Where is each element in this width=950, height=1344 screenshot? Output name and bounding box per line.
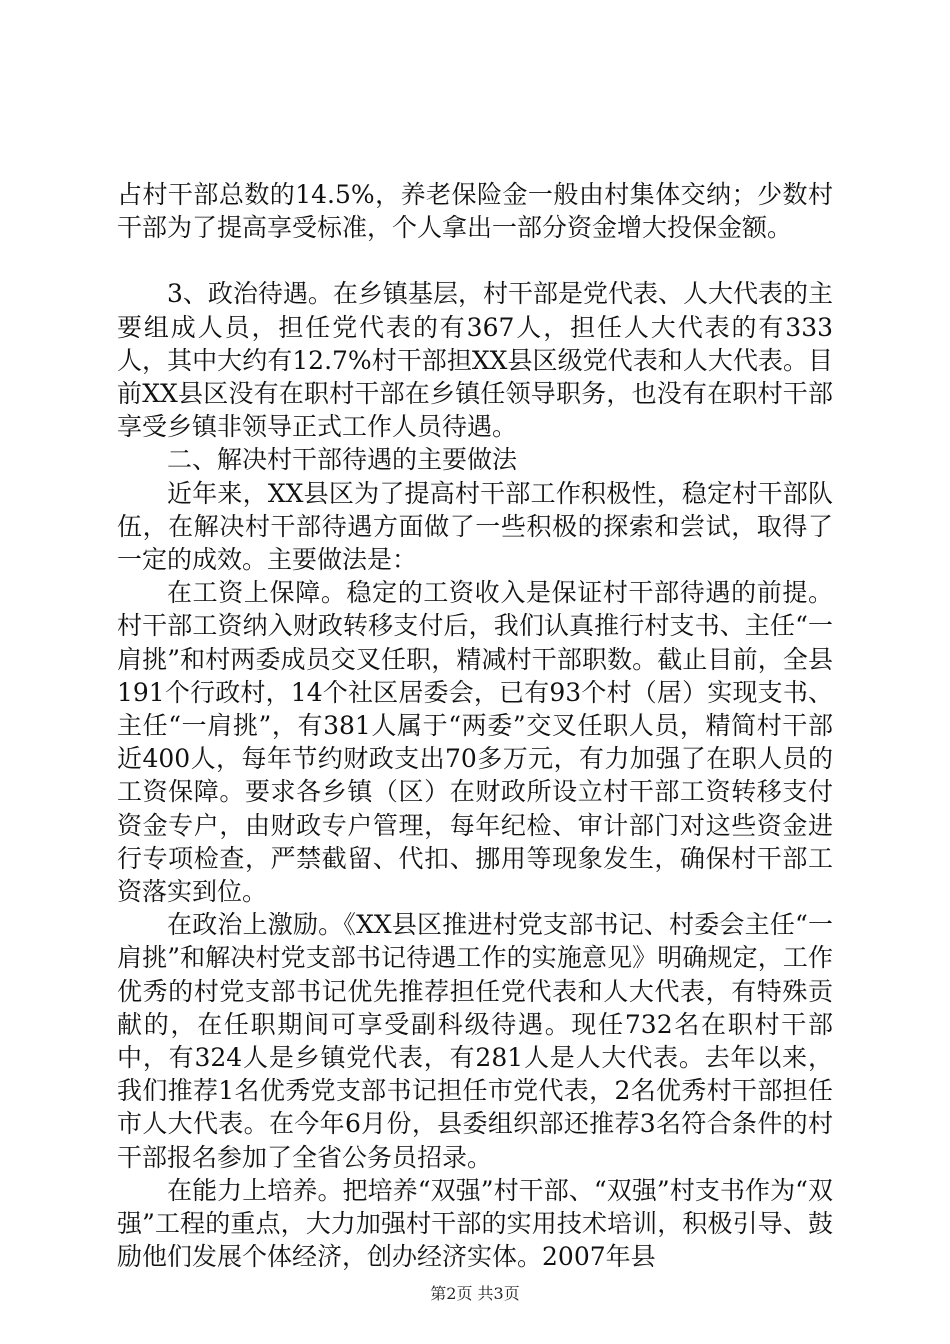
document-body [117,178,833,1274]
paragraph-intro-practices: 近年来，XX县区为了提高村干部工作积极性，稳定村干部队伍，在解决村干部待遇方面做了一些积极的探索和尝试，取得了一定的成效。主要做法是： [117,478,833,575]
paragraph-pension-continued: 占村干部总数的14.5%，养老保险金一般由村集体交纳；少数村干部为了提高享受标准，个人拿出一部分资金增大投保金额。 [117,180,833,243]
paragraph-political-incentive: 在政治上激励。《XX县区推进村党支部书记、村委会主任“一肩挑”和解决村党支部书记待遇工作的实施意见》明确规定，工作优秀的村党支部书记优先推荐担任党代表和人大代表，有特殊贡献的，在任职期间可享受副科级待遇。现任732名在职村干部中，有324人是乡镇党代表，有281人是人大代表。去年以来，我们推荐1名优秀党支部书记担任市党代表，2名优秀村干部担任市人大代表。在今年6月份，县委组织部还推荐3名符合条件的村干部报名参加了全省公务员招录。 [117,910,833,1172]
paragraph-political-treatment: 3、政治待遇。在乡镇基层，村干部是党代表、人大代表的主要组成人员，担任党代表的有367人，担任人大代表的有333人，其中大约有12.7%村干部担XX县区级党代表和人大代表。目前XX县区没有在职村干部在乡镇任领导职务，也没有在职村干部享受乡镇非领导正式工作人员待遇。 [117,279,833,442]
section-heading-main-practices: 二、解决村干部待遇的主要做法 [167,445,518,475]
paragraph-salary-guarantee: 在工资上保障。稳定的工资收入是保证村干部待遇的前提。村干部工资纳入财政转移支付后，我们认真推行村支书、主任“一肩挑”和村两委成员交叉任职，精减村干部职数。截止目前，全县191个行政村，14个社区居委会，已有93个村（居）实现支书、主任“一肩挑”，有381人属于“两委”交叉任职人员，精简村干部近400人，每年节约财政支出70多万元，有力加强了在职人员的工资保障。要求各乡镇（区）在财政所设立村干部工资转移支付资金专户，由财政专户管理，每年纪检、审计部门对这些资金进行专项检查，严禁截留、代扣、挪用等现象发生，确保村干部工资落实到位。 [117,578,833,907]
page-number-footer: 第2页 共3页 [430,1284,520,1303]
paragraph-ability-training: 在能力上培养。把培养“双强”村干部、“双强”村支书作为“双强”工程的重点，大力加强村干部的实用技术培训，积极引导、鼓励他们发展个体经济，创办经济实体。2007年县 [117,1175,833,1272]
